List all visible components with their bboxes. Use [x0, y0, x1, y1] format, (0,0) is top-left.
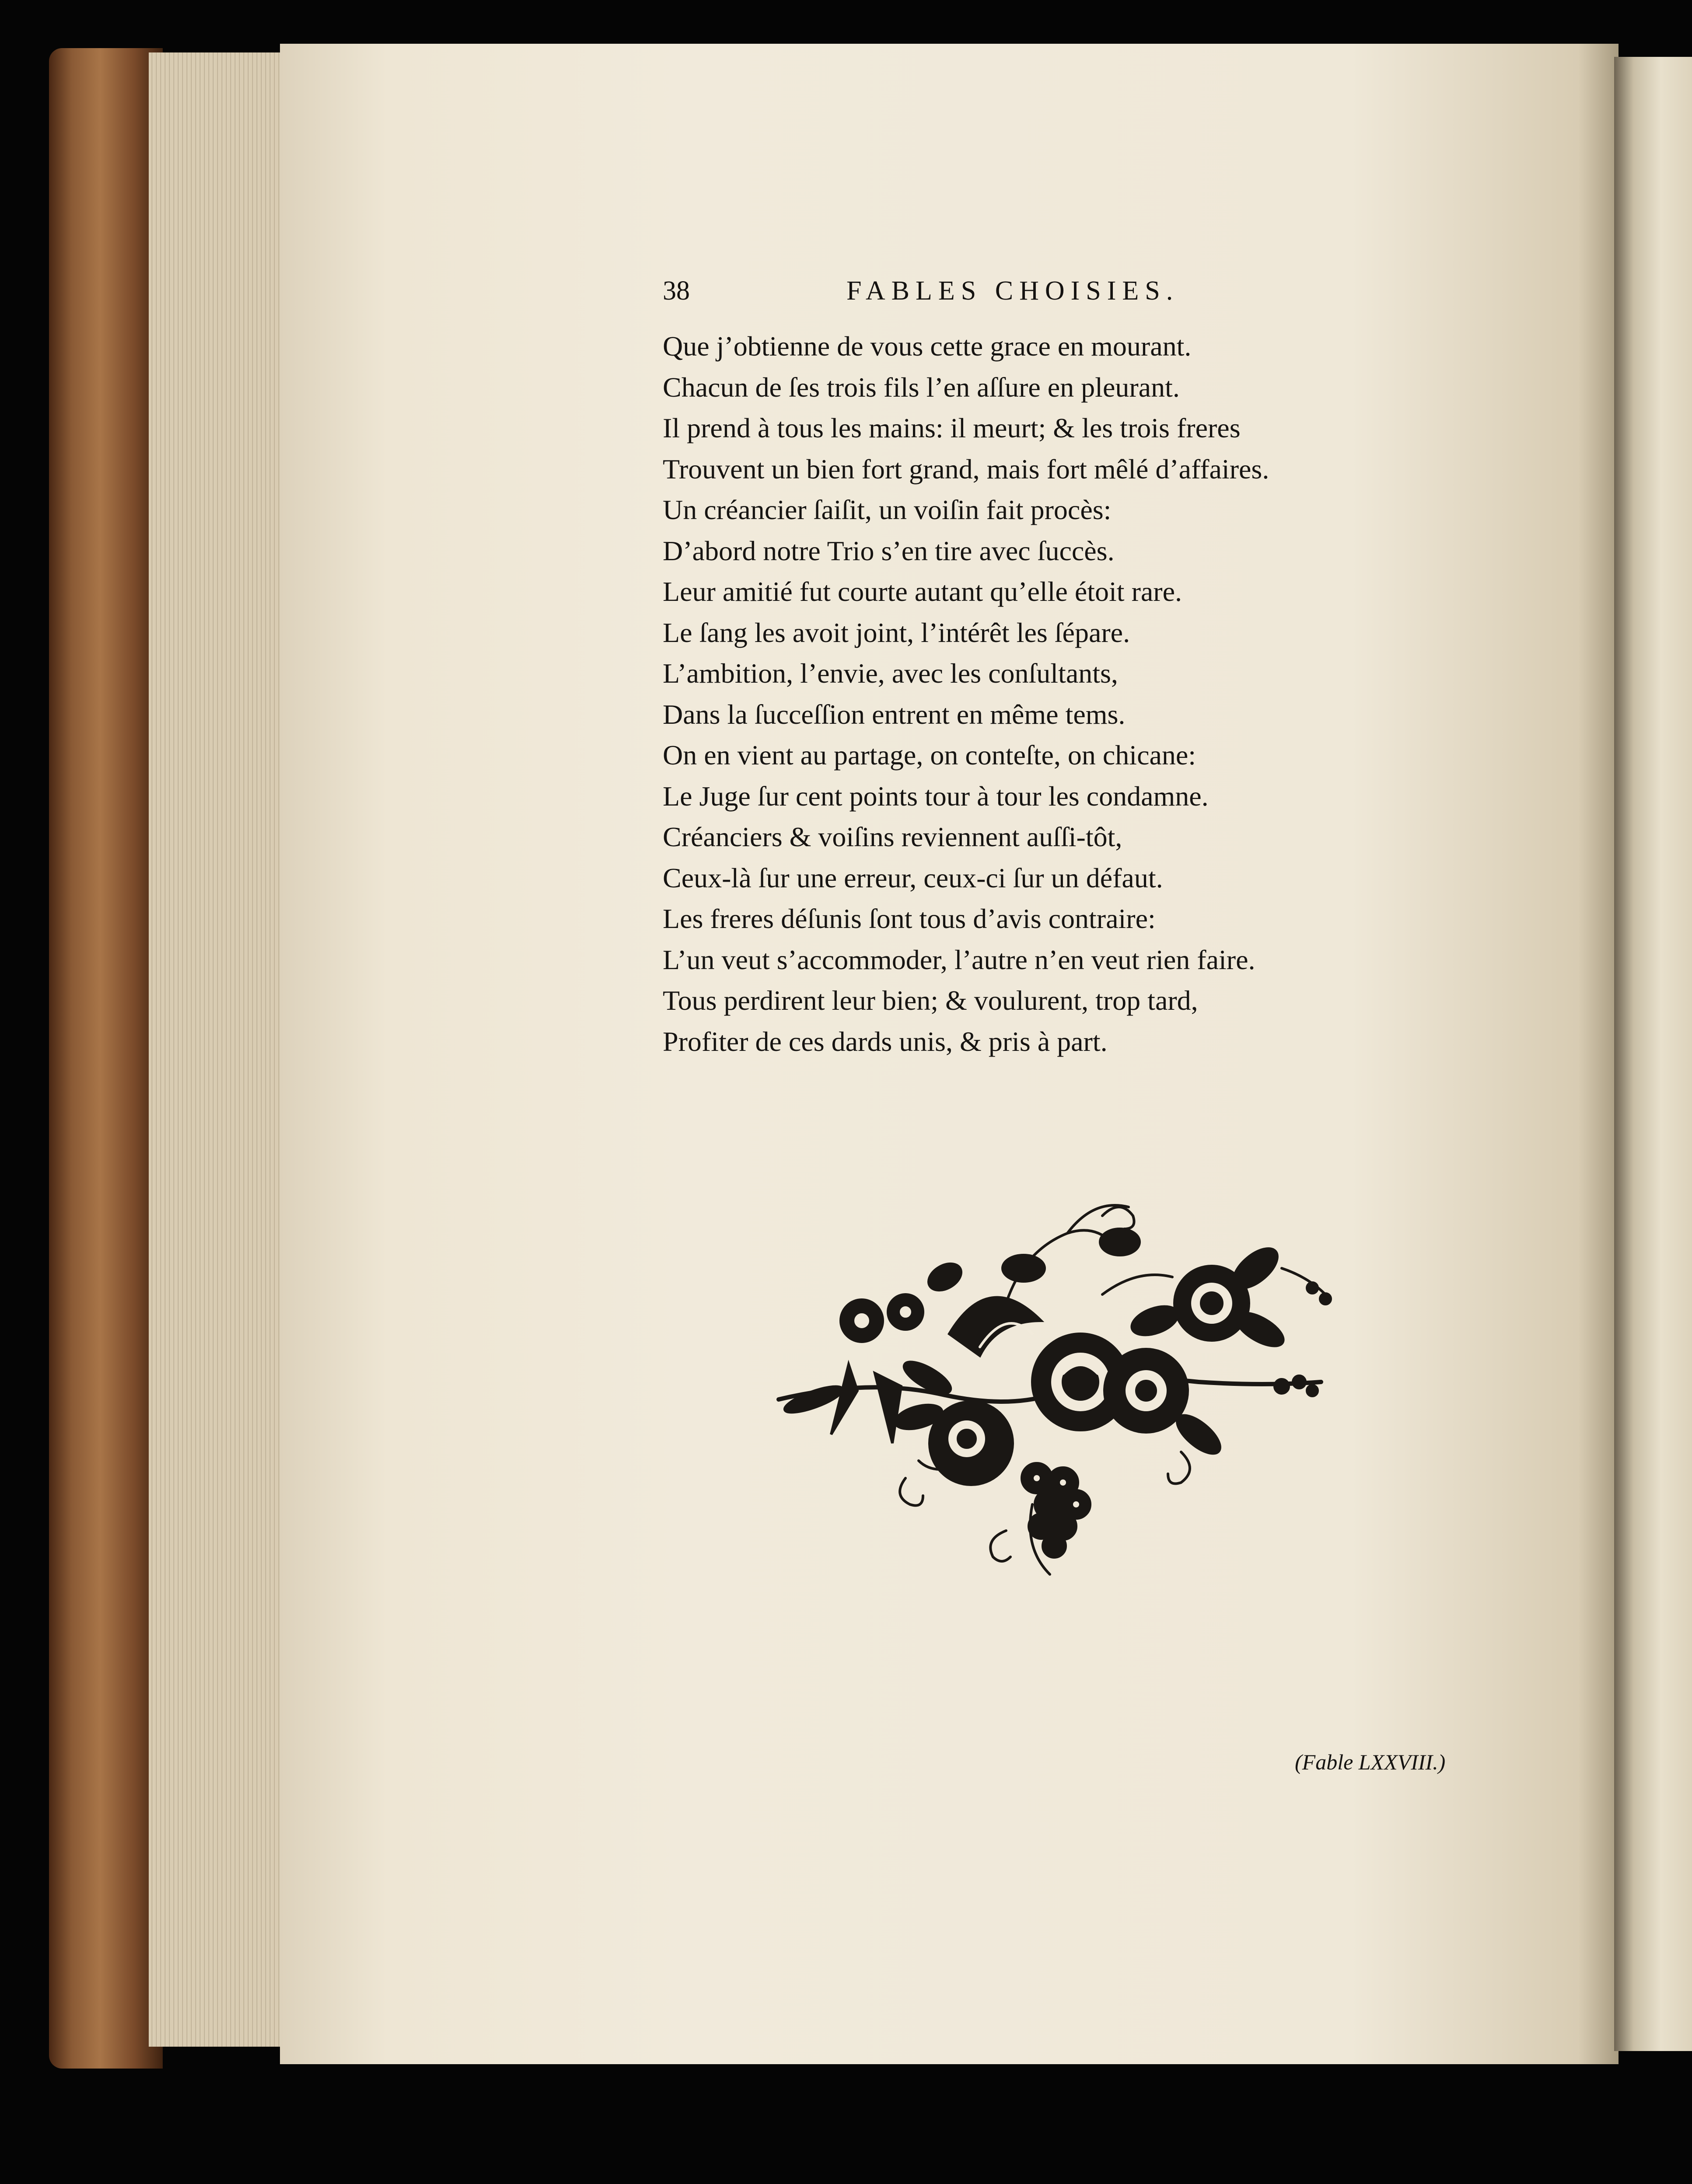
- verse-line: L’un veut s’accommoder, l’autre n’en veut rien faire.: [663, 944, 1255, 975]
- catchword: (Fable LXXVIII.): [1295, 1750, 1446, 1774]
- verse-line: D’abord notre Trio s’en tire avec ſuccès.: [663, 535, 1115, 566]
- facing-page-edge: [1614, 57, 1692, 2051]
- verse-line: Chacun de ſes trois fils l’en aſſure en pleurant.: [663, 371, 1180, 403]
- verse-line: Que j’obtienne de vous cette grace en mourant.: [663, 331, 1192, 362]
- page-number: 38: [663, 276, 690, 306]
- verse-line: Le Juge ſur cent points tour à tour les condamne.: [663, 780, 1209, 812]
- verse-line: Dans la ſucceſſion entrent en même tems.: [663, 698, 1126, 730]
- verse-line: Créanciers & voiſins reviennent auſſi-tôt,: [663, 821, 1122, 852]
- verse-line: L’ambition, l’envie, avec les conſultants,: [663, 658, 1118, 689]
- verse-line: Il prend à tous les mains: il meurt; & les trois freres: [663, 412, 1241, 443]
- page-edges: [149, 52, 289, 2047]
- page-header: [663, 276, 1330, 315]
- verse-block: [663, 326, 1450, 1062]
- verse-line: Leur amitié fut courte autant qu’elle étoit rare.: [663, 576, 1182, 607]
- verse-line: Profiter de ces dards unis, & pris à part.: [663, 1026, 1108, 1057]
- verse-line: On en vient au partage, on conteſte, on chicane:: [663, 740, 1196, 771]
- verse-line: Ceux-là ſur une erreur, ceux-ci ſur un défaut.: [663, 862, 1163, 893]
- verse-line: Le ſang les avoit joint, l’intérêt les ſépare.: [663, 617, 1130, 648]
- floral-ornament-icon: [761, 1190, 1339, 1592]
- verse-line: Les freres déſunis ſont tous d’avis contraire:: [663, 903, 1156, 934]
- verse-line: Tous perdirent leur bien; & voulurent, trop tard,: [663, 985, 1198, 1016]
- verse-line: Trouvent un bien fort grand, mais fort mêlé d’affaires.: [663, 453, 1269, 485]
- verse-line: Un créancier ſaiſit, un voiſin fait procès:: [663, 494, 1112, 525]
- running-title: FABLES CHOISIES.: [846, 276, 1179, 306]
- leather-binding: [49, 48, 163, 2069]
